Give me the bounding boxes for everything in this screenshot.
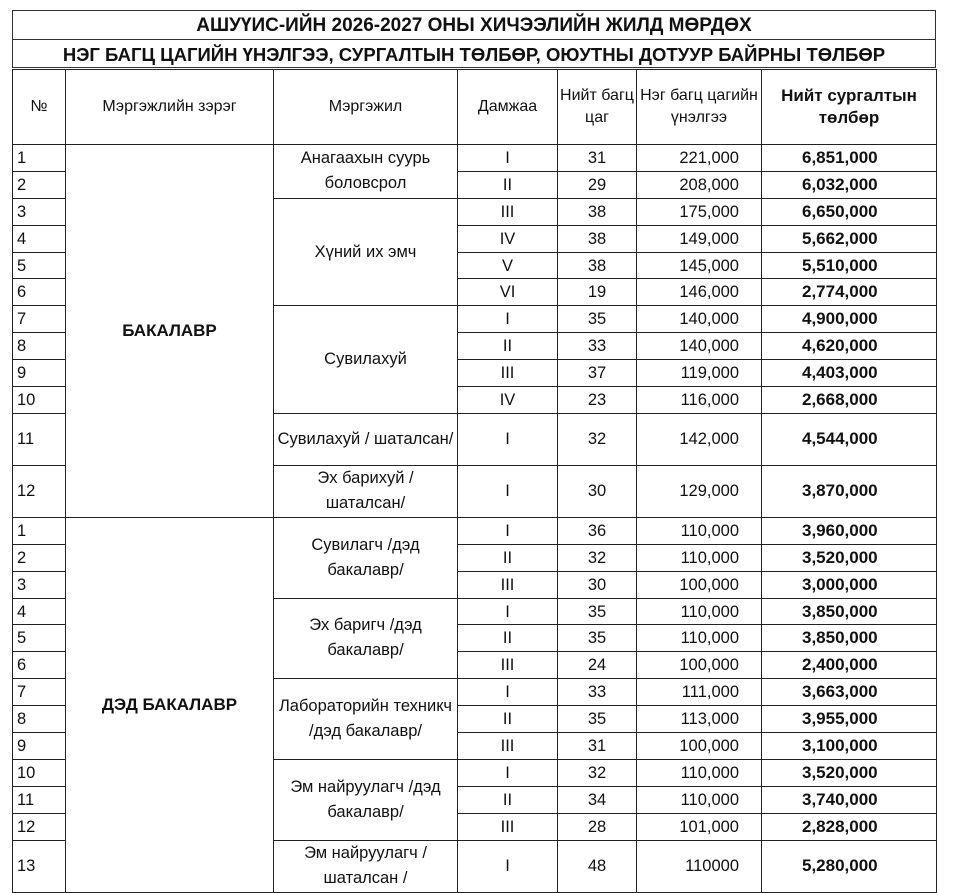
- table-row: [13, 145, 937, 172]
- credits-cell: 36: [558, 517, 637, 544]
- total-fee-cell: 6,851,000: [762, 145, 937, 172]
- total-fee-cell: 5,662,000: [762, 225, 937, 252]
- title-line-1: АШУҮИС-ИЙН 2026-2027 ОНЫ ХИЧЭЭЛИЙН ЖИЛД МӨРДӨХ: [12, 10, 936, 39]
- credits-cell: 32: [558, 544, 637, 571]
- total-fee-cell: 4,403,000: [762, 360, 937, 387]
- credit-price-cell: 110,000: [637, 625, 762, 652]
- total-fee-cell: 6,650,000: [762, 198, 937, 225]
- degree-level: БАКАЛАВР: [66, 145, 274, 518]
- credits-cell: 48: [558, 840, 637, 892]
- row-number: 3: [13, 571, 66, 598]
- credit-price-cell: 116,000: [637, 387, 762, 414]
- credit-price-cell: 110,000: [637, 598, 762, 625]
- credits-cell: 37: [558, 360, 637, 387]
- credits-cell: 31: [558, 733, 637, 760]
- total-fee-cell: 3,000,000: [762, 571, 937, 598]
- tuition-table: [12, 69, 937, 893]
- year-cell: VI: [458, 279, 558, 306]
- total-fee-cell: 3,663,000: [762, 679, 937, 706]
- credit-price-cell: 110,000: [637, 786, 762, 813]
- credit-price-cell: 129,000: [637, 465, 762, 517]
- row-number: 4: [13, 598, 66, 625]
- program-name: Лабораторийн техникч /дэд бакалавр/: [274, 679, 458, 760]
- credit-price-cell: 113,000: [637, 706, 762, 733]
- total-fee-cell: 2,668,000: [762, 387, 937, 414]
- year-cell: IV: [458, 387, 558, 414]
- row-number: 3: [13, 198, 66, 225]
- year-cell: I: [458, 306, 558, 333]
- row-number: 9: [13, 360, 66, 387]
- year-cell: I: [458, 840, 558, 892]
- table-row: [13, 517, 937, 544]
- header-credit-price: Нэг багц цагийн үнэлгээ: [637, 70, 762, 145]
- credits-cell: 24: [558, 652, 637, 679]
- program-name: Эм найруулагч /дэд бакалавр/: [274, 759, 458, 840]
- year-cell: I: [458, 465, 558, 517]
- program-name: Эх барихуй / шаталсан/: [274, 465, 458, 517]
- credit-price-cell: 119,000: [637, 360, 762, 387]
- credit-price-cell: 100,000: [637, 652, 762, 679]
- total-fee-cell: 4,900,000: [762, 306, 937, 333]
- total-fee-cell: 5,280,000: [762, 840, 937, 892]
- credits-cell: 29: [558, 171, 637, 198]
- row-number: 11: [13, 413, 66, 465]
- credits-cell: 38: [558, 198, 637, 225]
- credits-cell: 30: [558, 465, 637, 517]
- program-name: Анагаахын суурь боловсрол: [274, 145, 458, 199]
- credit-price-cell: 140,000: [637, 333, 762, 360]
- year-cell: II: [458, 333, 558, 360]
- total-fee-cell: 3,520,000: [762, 544, 937, 571]
- row-number: 2: [13, 544, 66, 571]
- credits-cell: 32: [558, 413, 637, 465]
- credit-price-cell: 111,000: [637, 679, 762, 706]
- row-number: 1: [13, 145, 66, 172]
- credit-price-cell: 208,000: [637, 171, 762, 198]
- total-fee-cell: 3,850,000: [762, 598, 937, 625]
- row-number: 2: [13, 171, 66, 198]
- total-fee-cell: 2,774,000: [762, 279, 937, 306]
- row-number: 7: [13, 306, 66, 333]
- total-fee-cell: 2,828,000: [762, 813, 937, 840]
- credits-cell: 19: [558, 279, 637, 306]
- row-number: 10: [13, 759, 66, 786]
- credit-price-cell: 100,000: [637, 733, 762, 760]
- credit-price-cell: 221,000: [637, 145, 762, 172]
- row-number: 8: [13, 706, 66, 733]
- program-name: Сувилахуй / шаталсан/: [274, 413, 458, 465]
- program-name: Хүний их эмч: [274, 198, 458, 306]
- row-number: 13: [13, 840, 66, 892]
- row-number: 12: [13, 465, 66, 517]
- total-fee-cell: 3,850,000: [762, 625, 937, 652]
- year-cell: I: [458, 598, 558, 625]
- year-cell: II: [458, 625, 558, 652]
- total-fee-cell: 5,510,000: [762, 252, 937, 279]
- credit-price-cell: 110,000: [637, 517, 762, 544]
- total-fee-cell: 2,400,000: [762, 652, 937, 679]
- total-fee-cell: 3,100,000: [762, 733, 937, 760]
- credits-cell: 31: [558, 145, 637, 172]
- program-name: Сувилагч /дэд бакалавр/: [274, 517, 458, 598]
- credits-cell: 38: [558, 225, 637, 252]
- credit-price-cell: 140,000: [637, 306, 762, 333]
- total-fee-cell: 3,955,000: [762, 706, 937, 733]
- year-cell: III: [458, 571, 558, 598]
- header-program: Мэргэжил: [274, 70, 458, 145]
- row-number: 12: [13, 813, 66, 840]
- credit-price-cell: 100,000: [637, 571, 762, 598]
- year-cell: I: [458, 145, 558, 172]
- credits-cell: 23: [558, 387, 637, 414]
- program-name: Сувилахуй: [274, 306, 458, 414]
- row-number: 8: [13, 333, 66, 360]
- year-cell: IV: [458, 225, 558, 252]
- year-cell: I: [458, 759, 558, 786]
- degree-level: ДЭД БАКАЛАВР: [66, 517, 274, 892]
- row-number: 6: [13, 279, 66, 306]
- header-row: [13, 70, 937, 145]
- row-number: 5: [13, 252, 66, 279]
- credit-price-cell: 101,000: [637, 813, 762, 840]
- total-fee-cell: 4,620,000: [762, 333, 937, 360]
- credits-cell: 35: [558, 706, 637, 733]
- year-cell: I: [458, 413, 558, 465]
- year-cell: III: [458, 652, 558, 679]
- row-number: 11: [13, 786, 66, 813]
- table-body: [13, 145, 937, 893]
- year-cell: II: [458, 786, 558, 813]
- row-number: 9: [13, 733, 66, 760]
- credits-cell: 35: [558, 306, 637, 333]
- header-level: Мэргэжлийн зэрэг: [66, 70, 274, 145]
- credit-price-cell: 175,000: [637, 198, 762, 225]
- total-fee-cell: 4,544,000: [762, 413, 937, 465]
- year-cell: III: [458, 733, 558, 760]
- year-cell: II: [458, 706, 558, 733]
- credits-cell: 28: [558, 813, 637, 840]
- year-cell: II: [458, 544, 558, 571]
- row-number: 10: [13, 387, 66, 414]
- credits-cell: 34: [558, 786, 637, 813]
- credit-price-cell: 110,000: [637, 544, 762, 571]
- header-no: №: [13, 70, 66, 145]
- header-total-credits: Нийт багц цаг: [558, 70, 637, 145]
- year-cell: V: [458, 252, 558, 279]
- credits-cell: 33: [558, 333, 637, 360]
- row-number: 5: [13, 625, 66, 652]
- total-fee-cell: 3,870,000: [762, 465, 937, 517]
- year-cell: I: [458, 679, 558, 706]
- row-number: 6: [13, 652, 66, 679]
- credit-price-cell: 146,000: [637, 279, 762, 306]
- year-cell: II: [458, 171, 558, 198]
- credits-cell: 38: [558, 252, 637, 279]
- total-fee-cell: 3,740,000: [762, 786, 937, 813]
- row-number: 1: [13, 517, 66, 544]
- year-cell: I: [458, 517, 558, 544]
- credit-price-cell: 145,000: [637, 252, 762, 279]
- credits-cell: 30: [558, 571, 637, 598]
- credits-cell: 32: [558, 759, 637, 786]
- total-fee-cell: 3,520,000: [762, 759, 937, 786]
- row-number: 4: [13, 225, 66, 252]
- program-name: Эм найруулагч / шаталсан /: [274, 840, 458, 892]
- title-line-2: НЭГ БАГЦ ЦАГИЙН ҮНЭЛГЭЭ, СУРГАЛТЫН ТӨЛБӨР, ОЮУТНЫ ДОТУУР БАЙРНЫ ТӨЛБӨР: [12, 39, 936, 68]
- credits-cell: 33: [558, 679, 637, 706]
- header-total-fee: Нийт сургалтын төлбөр: [762, 70, 937, 145]
- title-block: [12, 10, 936, 68]
- total-fee-cell: 6,032,000: [762, 171, 937, 198]
- row-number: 7: [13, 679, 66, 706]
- program-name: Эх баригч /дэд бакалавр/: [274, 598, 458, 679]
- credit-price-cell: 149,000: [637, 225, 762, 252]
- year-cell: III: [458, 198, 558, 225]
- year-cell: III: [458, 813, 558, 840]
- year-cell: III: [458, 360, 558, 387]
- credit-price-cell: 110000: [637, 840, 762, 892]
- credits-cell: 35: [558, 625, 637, 652]
- total-fee-cell: 3,960,000: [762, 517, 937, 544]
- credit-price-cell: 110,000: [637, 759, 762, 786]
- credit-price-cell: 142,000: [637, 413, 762, 465]
- credits-cell: 35: [558, 598, 637, 625]
- header-year: Дамжаа: [458, 70, 558, 145]
